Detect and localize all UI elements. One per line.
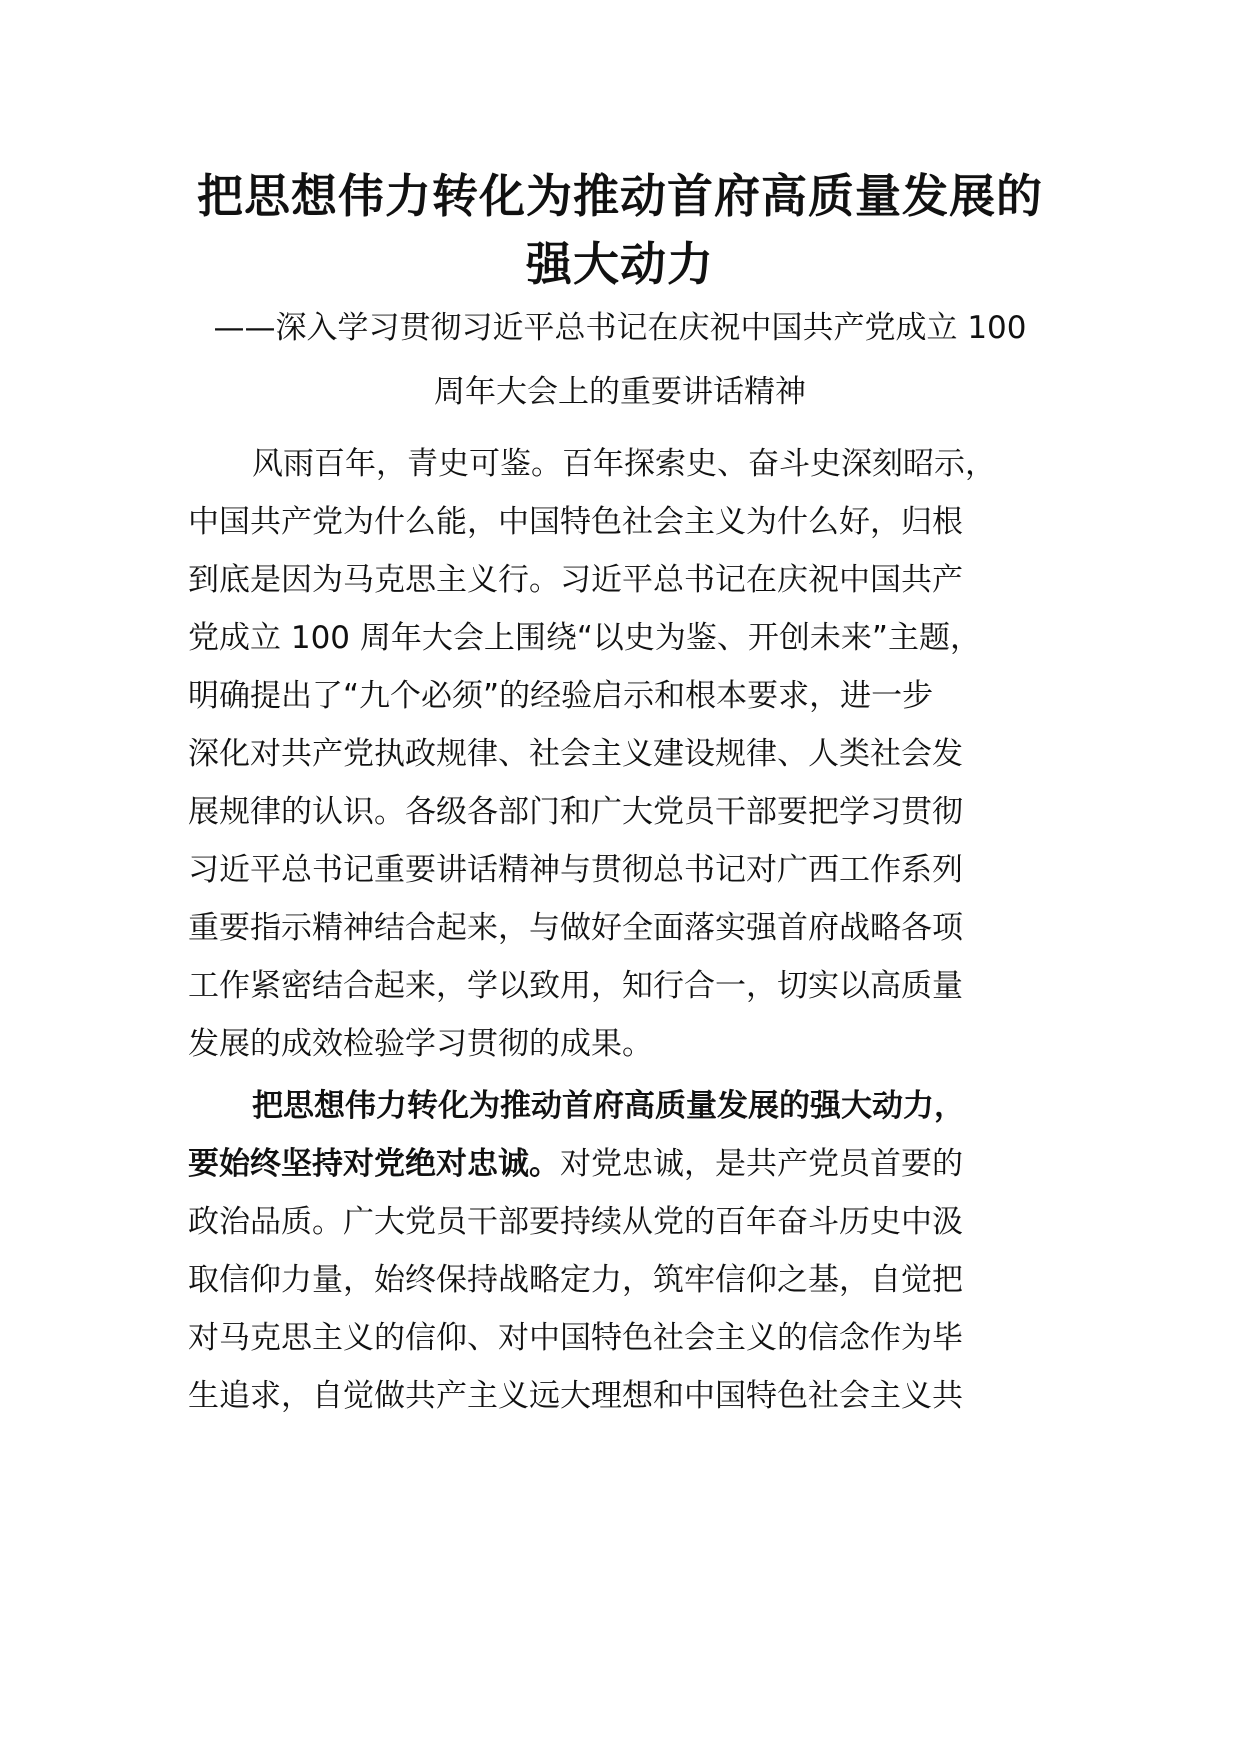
paragraph-2-line: 生追求，自觉做共产主义远大理想和中国特色社会主义共 bbox=[188, 1378, 963, 1414]
paragraph-2-heading-line-2: 要始终坚持对党绝对忠诚。 bbox=[188, 1146, 560, 1182]
paragraph-2-line: 政治品质。广大党员干部要持续从党的百年奋斗历史中汲 bbox=[188, 1204, 963, 1240]
paragraph-1-line: 风雨百年，青史可鉴。百年探索史、奋斗史深刻昭示， bbox=[252, 446, 996, 482]
paragraph-1-line: 到底是因为马克思主义行。习近平总书记在庆祝中国共产 bbox=[188, 562, 963, 598]
document-subtitle-line-1: ——深入学习贯彻习近平总书记在庆祝中国共产党成立 100 bbox=[213, 310, 1027, 346]
paragraph-1-line: 展规律的认识。各级各部门和广大党员干部要把学习贯彻 bbox=[188, 794, 963, 830]
paragraph-1-line: 深化对共产党执政规律、社会主义建设规律、人类社会发 bbox=[188, 736, 963, 772]
paragraph-1-line: 发展的成效检验学习贯彻的成果。 bbox=[188, 1026, 653, 1062]
paragraph-1-line: 党成立 100 周年大会上围绕“以史为鉴、开创未来”主题， bbox=[188, 620, 981, 656]
paragraph-2-line: 取信仰力量，始终保持战略定力，筑牢信仰之基，自觉把 bbox=[188, 1262, 963, 1298]
document-title-line-2: 强大动力 bbox=[526, 237, 714, 291]
paragraph-1-line: 中国共产党为什么能，中国特色社会主义为什么好，归根 bbox=[188, 504, 963, 540]
document-subtitle-line-2: 周年大会上的重要讲话精神 bbox=[434, 374, 806, 410]
paragraph-1-line: 明确提出了“九个必须”的经验启示和根本要求，进一步 bbox=[188, 678, 934, 714]
paragraph-2-line-2 bbox=[188, 1142, 1088, 1186]
paragraph-1-line: 习近平总书记重要讲话精神与贯彻总书记对广西工作系列 bbox=[188, 852, 963, 888]
paragraph-2-line: 对马克思主义的信仰、对中国特色社会主义的信念作为毕 bbox=[188, 1320, 963, 1356]
document-title-line-1: 把思想伟力转化为推动首府高质量发展的 bbox=[197, 169, 1043, 223]
paragraph-1-line: 重要指示精神结合起来，与做好全面落实强首府战略各项 bbox=[188, 910, 963, 946]
paragraph-2-line-2-text: 对党忠诚，是共产党员首要的 bbox=[560, 1146, 963, 1182]
paragraph-2-heading-line-1: 把思想伟力转化为推动首府高质量发展的强大动力， bbox=[252, 1088, 965, 1124]
paragraph-1-line: 工作紧密结合起来，学以致用，知行合一，切实以高质量 bbox=[188, 968, 963, 1004]
